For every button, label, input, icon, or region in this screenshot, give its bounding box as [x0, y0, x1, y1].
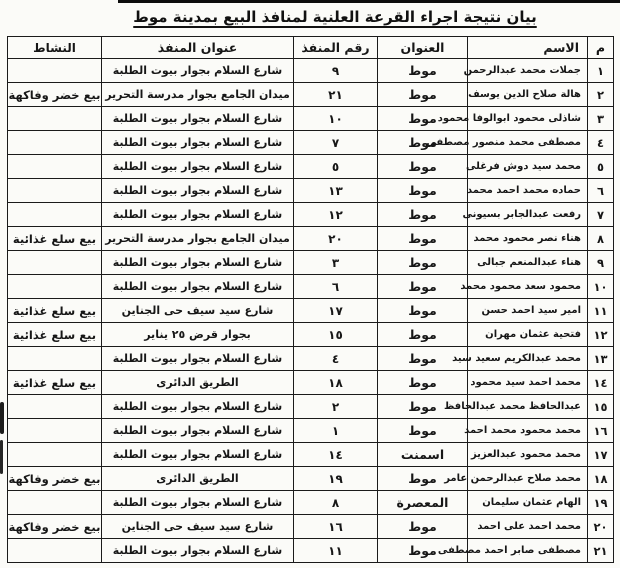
- cell-activity: [8, 251, 102, 275]
- cell-name: الهام عثمان سليمان: [468, 491, 588, 515]
- cell-activity: بيع سلع غذائية: [8, 299, 102, 323]
- cell-row-number: ٣: [588, 107, 614, 131]
- cell-outlet-number: ١٠: [294, 107, 378, 131]
- cell-name: محمد عبدالكريم سعيد سيد: [468, 347, 588, 371]
- table-row: [8, 491, 614, 515]
- scan-left-smudge-artifact: [0, 402, 4, 434]
- table-row: [8, 131, 614, 155]
- cell-name: مصطفى صابر احمد مصطفى: [468, 539, 588, 563]
- scan-left-smudge-artifact: [0, 440, 3, 474]
- table-row: [8, 323, 614, 347]
- cell-address: موط: [378, 131, 468, 155]
- header-cell-num: م: [588, 37, 614, 59]
- cell-row-number: ٥: [588, 155, 614, 179]
- cell-activity: بيع سلع غذائية: [8, 323, 102, 347]
- cell-outlet-number: ١٤: [294, 443, 378, 467]
- cell-name: شاذلى محمود ابوالوفا محمود: [468, 107, 588, 131]
- table-row: [8, 299, 614, 323]
- cell-name: حماده محمد احمد محمد: [468, 179, 588, 203]
- cell-name: امير سيد احمد حسن: [468, 299, 588, 323]
- table-row: [8, 275, 614, 299]
- cell-activity: [8, 539, 102, 563]
- cell-activity: بيع سلع غذائية: [8, 227, 102, 251]
- table-row: [8, 83, 614, 107]
- cell-address: موط: [378, 83, 468, 107]
- cell-activity: [8, 419, 102, 443]
- cell-address: اسمنت: [378, 443, 468, 467]
- cell-outlet-address: شارع السلام بجوار بيوت الطلبة: [102, 155, 294, 179]
- cell-activity: [8, 491, 102, 515]
- cell-activity: [8, 347, 102, 371]
- cell-address: موط: [378, 203, 468, 227]
- cell-name: محمد محمود محمد احمد: [468, 419, 588, 443]
- cell-row-number: ٦: [588, 179, 614, 203]
- cell-row-number: ٢١: [588, 539, 614, 563]
- cell-outlet-address: شارع السلام بجوار بيوت الطلبة: [102, 131, 294, 155]
- cell-outlet-number: ١٦: [294, 515, 378, 539]
- cell-outlet-address: شارع السلام بجوار بيوت الطلبة: [102, 419, 294, 443]
- cell-outlet-address: شارع السلام بجوار بيوت الطلبة: [102, 179, 294, 203]
- table-row: [8, 107, 614, 131]
- cell-outlet-address: شارع السلام بجوار بيوت الطلبة: [102, 395, 294, 419]
- cell-outlet-address: شارع السلام بجوار بيوت الطلبة: [102, 491, 294, 515]
- cell-row-number: ١٢: [588, 323, 614, 347]
- cell-activity: بيع خضر وفاكهة: [8, 467, 102, 491]
- header-cell-outlet-no: رقم المنفذ: [294, 37, 378, 59]
- cell-row-number: ٧: [588, 203, 614, 227]
- cell-outlet-number: ١: [294, 419, 378, 443]
- cell-row-number: ٨: [588, 227, 614, 251]
- cell-address: موط: [378, 371, 468, 395]
- cell-outlet-number: ٢٠: [294, 227, 378, 251]
- results-table-body: [8, 59, 614, 563]
- cell-outlet-number: ٢: [294, 395, 378, 419]
- cell-outlet-address: شارع السلام بجوار بيوت الطلبة: [102, 107, 294, 131]
- cell-name: محمد احمد سيد محمود: [468, 371, 588, 395]
- cell-address: موط: [378, 299, 468, 323]
- cell-outlet-number: ٥: [294, 155, 378, 179]
- cell-address: موط: [378, 395, 468, 419]
- cell-outlet-number: ١٨: [294, 371, 378, 395]
- cell-outlet-number: ٧: [294, 131, 378, 155]
- cell-row-number: ١: [588, 59, 614, 83]
- cell-outlet-address: شارع السلام بجوار بيوت الطلبة: [102, 539, 294, 563]
- cell-address: موط: [378, 251, 468, 275]
- cell-address: موط: [378, 515, 468, 539]
- table-row: [8, 515, 614, 539]
- cell-name: محمد سيد دوش فرغلى: [468, 155, 588, 179]
- table-row: [8, 371, 614, 395]
- cell-name: فتحية عثمان مهران: [468, 323, 588, 347]
- table-row: [8, 59, 614, 83]
- cell-outlet-address: شارع السلام بجوار بيوت الطلبة: [102, 251, 294, 275]
- table-row: [8, 467, 614, 491]
- cell-name: هناء نصر محمود محمد: [468, 227, 588, 251]
- cell-name: جملات محمد عبدالرحمن: [468, 59, 588, 83]
- cell-outlet-address: شارع سيد سيف حى الجناين: [102, 515, 294, 539]
- cell-row-number: ١٧: [588, 443, 614, 467]
- cell-outlet-address: شارع سيد سيف حى الجناين: [102, 299, 294, 323]
- cell-address: المعصرة: [378, 491, 468, 515]
- cell-outlet-address: شارع السلام بجوار بيوت الطلبة: [102, 59, 294, 83]
- cell-row-number: ٢: [588, 83, 614, 107]
- cell-row-number: ١٤: [588, 371, 614, 395]
- cell-address: موط: [378, 539, 468, 563]
- scan-top-edge-artifact: [118, 0, 620, 3]
- cell-outlet-number: ٣: [294, 251, 378, 275]
- cell-row-number: ١٣: [588, 347, 614, 371]
- cell-name: مصطفى محمد منصور مصطفى: [468, 131, 588, 155]
- table-row: [8, 227, 614, 251]
- cell-address: موط: [378, 179, 468, 203]
- cell-name: محمد صلاح عبدالرحمن عامر: [468, 467, 588, 491]
- cell-outlet-number: ٨: [294, 491, 378, 515]
- cell-activity: [8, 203, 102, 227]
- cell-row-number: ٤: [588, 131, 614, 155]
- cell-activity: بيع سلع غذائية: [8, 371, 102, 395]
- cell-name: هالة صلاح الدين يوسف: [468, 83, 588, 107]
- header-cell-address: العنوان: [378, 37, 468, 59]
- cell-name: رفعت عبدالجابر بسيونى: [468, 203, 588, 227]
- cell-outlet-address: الطريق الدائرى: [102, 467, 294, 491]
- cell-activity: [8, 395, 102, 419]
- cell-row-number: ١١: [588, 299, 614, 323]
- cell-activity: [8, 107, 102, 131]
- cell-address: موط: [378, 323, 468, 347]
- cell-outlet-number: ١٧: [294, 299, 378, 323]
- cell-outlet-number: ٩: [294, 59, 378, 83]
- cell-address: موط: [378, 275, 468, 299]
- cell-name: هناء عبدالمنعم جبالى: [468, 251, 588, 275]
- cell-row-number: ١٦: [588, 419, 614, 443]
- table-row: [8, 251, 614, 275]
- table-row: [8, 419, 614, 443]
- cell-row-number: ١٥: [588, 395, 614, 419]
- table-row: [8, 395, 614, 419]
- cell-row-number: ١٩: [588, 491, 614, 515]
- cell-row-number: ١٠: [588, 275, 614, 299]
- cell-activity: [8, 275, 102, 299]
- cell-row-number: ١٨: [588, 467, 614, 491]
- table-row: [8, 443, 614, 467]
- cell-address: موط: [378, 59, 468, 83]
- cell-address: موط: [378, 155, 468, 179]
- lottery-results-table: [7, 36, 614, 563]
- cell-activity: [8, 59, 102, 83]
- cell-name: محمد احمد على احمد: [468, 515, 588, 539]
- table-row: [8, 539, 614, 563]
- cell-outlet-number: ١٣: [294, 179, 378, 203]
- cell-name: محمد محمود عبدالعزيز: [468, 443, 588, 467]
- cell-activity: بيع خضر وفاكهة: [8, 83, 102, 107]
- cell-name: عبدالحافظ محمد عبدالحافظ: [468, 395, 588, 419]
- cell-row-number: ٩: [588, 251, 614, 275]
- cell-outlet-address: ميدان الجامع بجوار مدرسة التحرير: [102, 83, 294, 107]
- cell-outlet-number: ٢١: [294, 83, 378, 107]
- cell-outlet-address: شارع السلام بجوار بيوت الطلبة: [102, 443, 294, 467]
- cell-address: موط: [378, 347, 468, 371]
- cell-outlet-address: بجوار قرض ٢٥ يناير: [102, 323, 294, 347]
- cell-outlet-number: ١٢: [294, 203, 378, 227]
- cell-address: موط: [378, 467, 468, 491]
- cell-activity: [8, 443, 102, 467]
- cell-outlet-number: ١٩: [294, 467, 378, 491]
- cell-outlet-number: ١٥: [294, 323, 378, 347]
- page-title: بيان نتيجة اجراء القرعة العلنية لمنافذ البيع بمدينة موط: [133, 8, 537, 26]
- cell-activity: [8, 179, 102, 203]
- cell-address: موط: [378, 107, 468, 131]
- cell-outlet-number: ١١: [294, 539, 378, 563]
- cell-name: محمود سعد محمود محمد: [468, 275, 588, 299]
- cell-outlet-address: الطريق الدائرى: [102, 371, 294, 395]
- header-cell-outlet-address: عنوان المنفذ: [102, 37, 294, 59]
- cell-outlet-number: ٤: [294, 347, 378, 371]
- table-row: [8, 347, 614, 371]
- header-row: [8, 37, 614, 59]
- cell-address: موط: [378, 227, 468, 251]
- cell-outlet-address: شارع السلام بجوار بيوت الطلبة: [102, 203, 294, 227]
- cell-outlet-address: ميدان الجامع بجوار مدرسة التحرير: [102, 227, 294, 251]
- table-row: [8, 155, 614, 179]
- cell-activity: [8, 131, 102, 155]
- header-cell-name: الاسم: [468, 37, 588, 59]
- cell-row-number: ٢٠: [588, 515, 614, 539]
- header-cell-activity: النشاط: [8, 37, 102, 59]
- cell-outlet-number: ٦: [294, 275, 378, 299]
- cell-address: موط: [378, 419, 468, 443]
- cell-outlet-address: شارع السلام بجوار بيوت الطلبة: [102, 347, 294, 371]
- table-row: [8, 179, 614, 203]
- cell-activity: بيع خضر وفاكهة: [8, 515, 102, 539]
- table-row: [8, 203, 614, 227]
- cell-activity: [8, 155, 102, 179]
- cell-outlet-address: شارع السلام بجوار بيوت الطلبة: [102, 275, 294, 299]
